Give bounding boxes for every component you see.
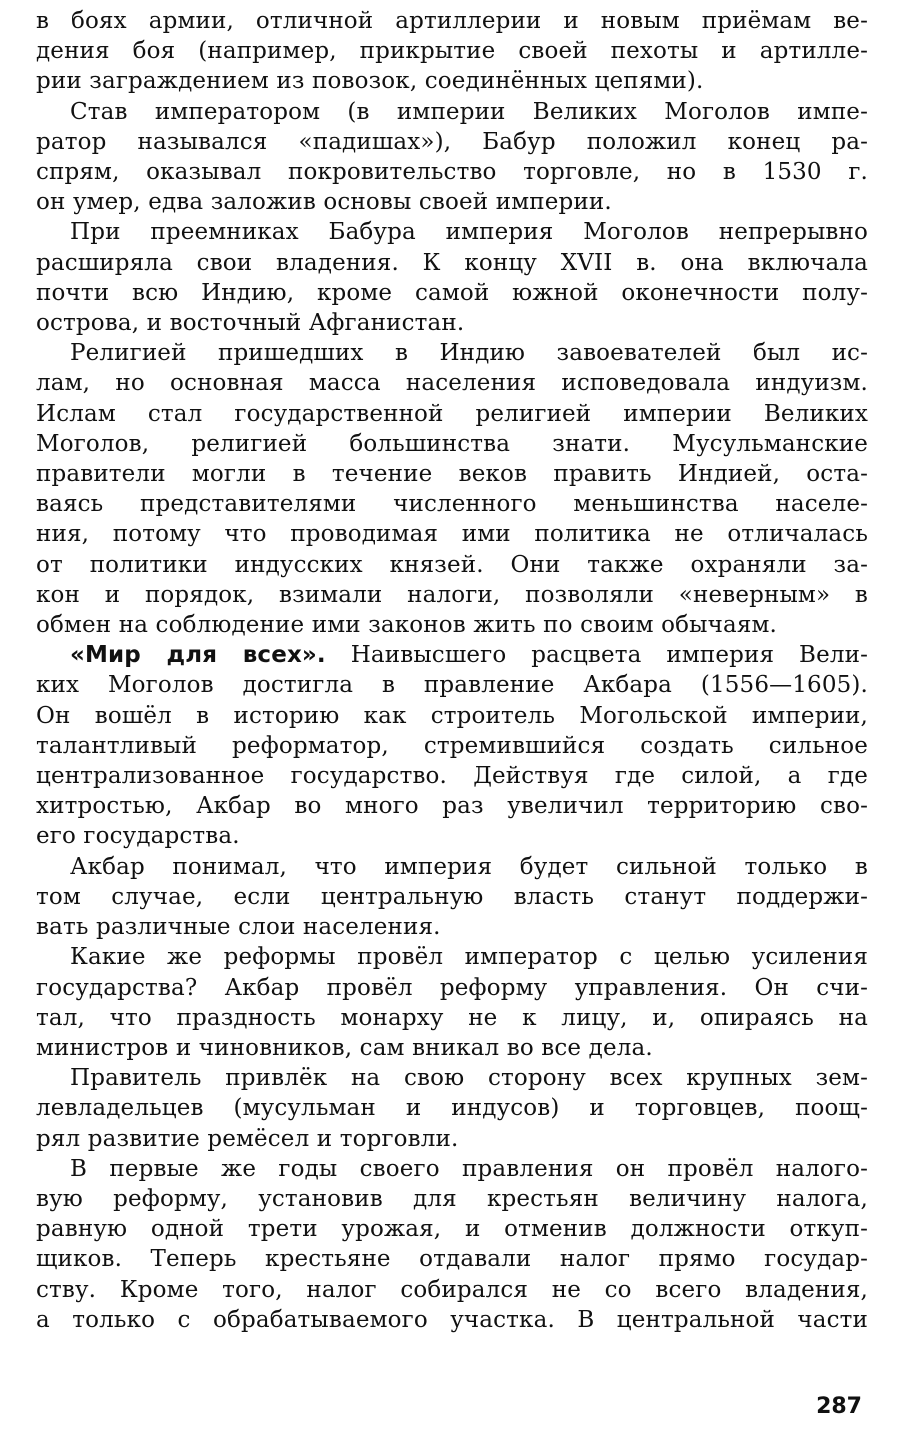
text-line: Какие же реформы провёл император с целью усиления <box>70 944 868 971</box>
text-line: Став императором (в империи Великих Моголов импе- <box>70 98 868 125</box>
text-line: государства? Акбар провёл реформу управления. Он счи- <box>36 974 868 1001</box>
text-line: обмен на соблюдение ими законов жить по своим обычаям. <box>36 612 778 639</box>
text-line: ких Моголов достигла в правление Акбара (1556—1605). <box>36 672 868 699</box>
paragraph <box>36 640 868 851</box>
paragraph <box>36 942 868 1063</box>
text-line: левладельцев (мусульман и индусов) и торговцев, поощ- <box>36 1095 868 1122</box>
text-line: вую реформу, установив для крестьян величину налога, <box>36 1185 868 1212</box>
text-line: В первые же годы своего правления он провёл налого- <box>70 1155 868 1182</box>
text-line: том случае, если центральную власть станут поддержи- <box>36 883 868 910</box>
text-line: Он вошёл в историю как строитель Могольской империи, <box>36 702 868 729</box>
text-line: Религией пришедших в Индию завоевателей был ис- <box>70 340 868 367</box>
paragraph <box>36 852 868 943</box>
text-run: Наивысшего расцвета империя Вели- <box>325 642 868 669</box>
text-line: рял развитие ремёсел и торговли. <box>36 1125 459 1152</box>
text-line: Правитель привлёк на свою сторону всех крупных зем- <box>70 1065 868 1092</box>
text-line: почти всю Индию, кроме самой южной оконечности полу- <box>36 279 868 306</box>
text-line: он умер, едва заложив основы своей империи. <box>36 189 612 216</box>
paragraph <box>36 1154 868 1335</box>
text-line: щиков. Теперь крестьяне отдавали налог прямо государ- <box>36 1246 868 1273</box>
text-line: спрям, оказывал покровительство торговле, но в 1530 г. <box>36 159 868 186</box>
text-line: расширяла свои владения. К концу XVII в. она включала <box>36 249 868 276</box>
text-line: а только с обрабатываемого участка. В центральной части <box>36 1306 868 1333</box>
text-line: дения боя (например, прикрытие своей пехоты и артилле- <box>36 38 868 65</box>
paragraph <box>36 6 868 97</box>
text-line: правители могли в течение веков править Индией, оста- <box>36 461 868 488</box>
text-line: ратор назывался «падишах»), Бабур положил конец ра- <box>36 128 868 155</box>
text-line: талантливый реформатор, стремившийся создать сильное <box>36 732 868 759</box>
paragraph <box>36 97 868 218</box>
text-line: от политики индусских князей. Они также охраняли за- <box>36 551 868 578</box>
paragraph <box>36 1063 868 1154</box>
text-line: ваясь представителями численного меньшинства населе- <box>36 491 868 518</box>
page-text-body <box>36 6 868 1335</box>
text-line: кон и порядок, взимали налоги, позволяли «неверным» в <box>36 581 868 608</box>
text-line: острова, и восточный Афганистан. <box>36 310 465 337</box>
text-line: тал, что праздность монарху не к лицу, и, опираясь на <box>36 1004 868 1031</box>
text-line: При преемниках Бабура империя Моголов непрерывно <box>70 219 868 246</box>
text-line: равную одной трети урожая, и отменив должности откуп- <box>36 1216 868 1243</box>
text-line: Ислам стал государственной религией империи Великих <box>36 400 868 427</box>
text-line: централизованное государство. Действуя где силой, а где <box>36 763 868 790</box>
paragraph <box>36 338 868 640</box>
page-number: 287 <box>816 1394 862 1419</box>
text-line: рии заграждением из повозок, соединённых цепями). <box>36 68 704 95</box>
text-line: ния, потому что проводимая ими политика не отличалась <box>36 521 868 548</box>
section-heading: «Мир для всех». <box>70 642 326 669</box>
text-line <box>36 640 868 670</box>
text-line: его государства. <box>36 823 240 850</box>
text-line: лам, но основная масса населения исповедовала индуизм. <box>36 370 868 397</box>
text-line: в боях армии, отличной артиллерии и новым приёмам ве- <box>36 8 868 34</box>
text-line: министров и чиновников, сам вникал во все дела. <box>36 1034 653 1061</box>
text-line: ству. Кроме того, налог собирался не со всего владения, <box>36 1276 868 1303</box>
paragraph <box>36 217 868 338</box>
text-line: Моголов, религией большинства знати. Мусульманские <box>36 430 868 457</box>
text-line: Акбар понимал, что империя будет сильной только в <box>70 853 868 880</box>
text-line: вать различные слои населения. <box>36 914 441 941</box>
text-line: хитростью, Акбар во много раз увеличил территорию сво- <box>36 793 868 820</box>
